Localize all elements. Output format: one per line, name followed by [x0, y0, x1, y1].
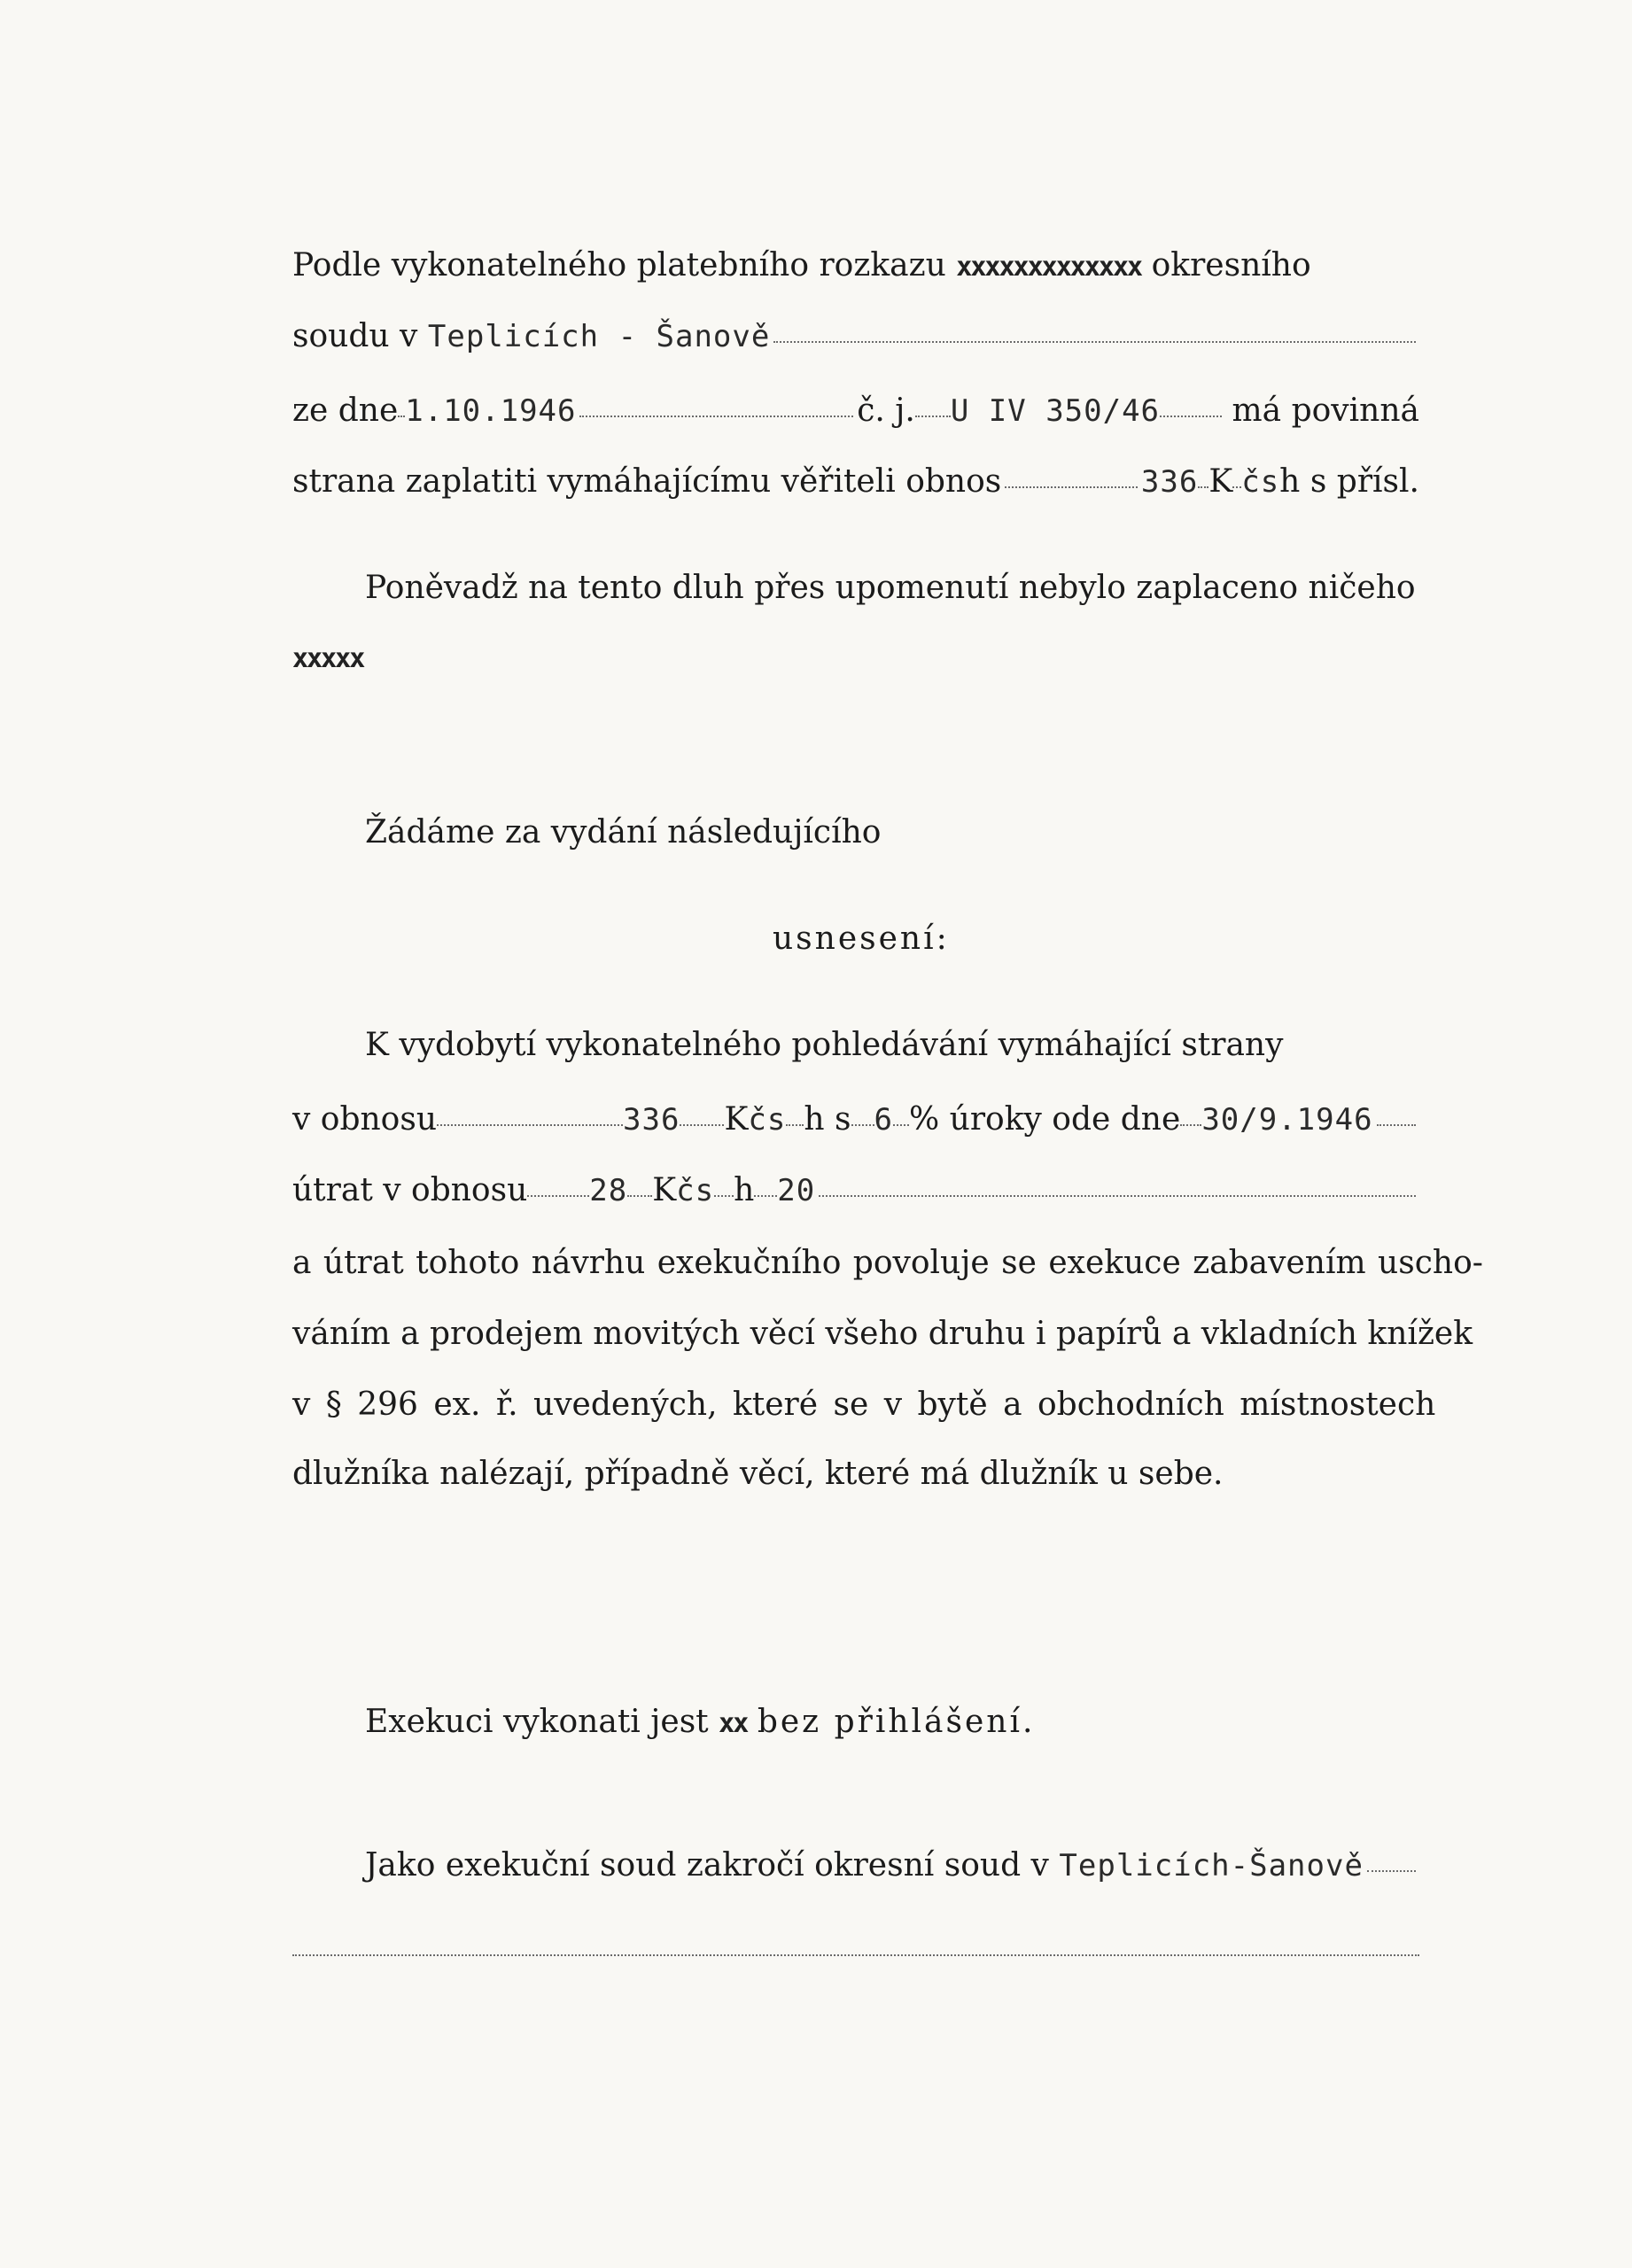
- soud-label: Jako exekuční soud zakročí okresní soud v: [365, 1847, 1049, 1884]
- obnosu-label: v obnosu: [292, 1101, 438, 1138]
- para3-line4: a útrat tohoto návrhu exekučního povoluje se exekuce zabavením uscho-: [292, 1245, 1483, 1281]
- interest-rate: 6: [874, 1102, 893, 1138]
- h-label: h: [1279, 463, 1301, 500]
- para3-line2: [292, 1099, 1419, 1141]
- para1-text-b: okresního: [1151, 247, 1311, 284]
- interest-from-date: 30/9.1946: [1201, 1102, 1373, 1138]
- para3-line7: dlužníka nalézají, případně věcí, které má dlužník u sebe.: [292, 1456, 1224, 1492]
- struck-out-word: xxxxxxxxxxxxx: [956, 252, 1142, 283]
- para1-text-a: Podle vykonatelného platebního rozkazu: [292, 247, 946, 284]
- para3-line1: K vydobytí vykonatelného pohledávání vymáhající strany: [365, 1027, 1284, 1063]
- para1-line4: [292, 461, 1419, 503]
- cj-label: č. j.: [857, 392, 915, 429]
- para2-line1: Poněvadž na tento dluh přes upomenutí nebylo zaplaceno ničeho: [365, 570, 1416, 606]
- costs-value: 28: [589, 1173, 628, 1208]
- soud-line: [292, 1845, 1419, 1887]
- h-label: h: [734, 1172, 755, 1208]
- para2-line2: [292, 636, 1419, 680]
- kcs-value: čs: [1241, 464, 1280, 500]
- k-label: K: [1208, 463, 1233, 500]
- k-label: K: [652, 1172, 677, 1208]
- exekuce-text-b: bez přihlášení.: [757, 1704, 1036, 1740]
- s-prisl: s přísl.: [1309, 463, 1419, 500]
- para1-line1: [292, 245, 1419, 289]
- request-line: Žádáme za vydání následujícího: [365, 814, 882, 850]
- usneseni-heading: usnesení:: [773, 920, 950, 957]
- ma-povinna: má povinná: [1232, 392, 1419, 429]
- para1-line2: [292, 315, 1419, 358]
- exekuce-text-a: Exekuci vykonati jest: [365, 1704, 709, 1740]
- order-date-value: 1.10.1946: [405, 393, 577, 429]
- case-number-value: U IV 350/46: [950, 393, 1161, 429]
- obnosu-value: 336: [623, 1102, 680, 1138]
- exekuce-line: [292, 1701, 1419, 1745]
- court-town-value: Teplicích - Šanově: [427, 319, 771, 354]
- para1-line3: [292, 390, 1419, 432]
- costs-haler-value: 20: [777, 1173, 816, 1208]
- pct-label: % úroky ode dne: [908, 1101, 1181, 1138]
- strana-text: strana zaplatiti vymáhajícímu věřiteli obnos: [292, 463, 1002, 500]
- para3-line3: [292, 1169, 1419, 1212]
- struck-out-word: xx: [719, 1708, 748, 1739]
- para3-line5: váním a prodejem movitých věcí všeho druhu i papírů a vkladních knížek: [292, 1316, 1473, 1352]
- h-label: h: [804, 1101, 825, 1138]
- utrat-label: útrat v obnosu: [292, 1172, 528, 1208]
- blank-dotted-line: [292, 1954, 1419, 1956]
- kcs-value: čs: [748, 1102, 787, 1138]
- execution-court-value: Teplicích-Šanově: [1059, 1848, 1364, 1884]
- principal-amount: 336: [1140, 464, 1199, 500]
- para3-line6: v § 296 ex. ř. uvedených, které se v bytě a obchodních místnostech: [292, 1386, 1436, 1423]
- struck-out-word: xxxxx: [292, 643, 364, 674]
- soudu-label: soudu v: [292, 318, 418, 354]
- k-label: K: [724, 1101, 749, 1138]
- kcs-value: čs: [676, 1173, 715, 1208]
- s-label: s: [835, 1101, 851, 1138]
- ze-dne-label: ze dne: [292, 392, 399, 429]
